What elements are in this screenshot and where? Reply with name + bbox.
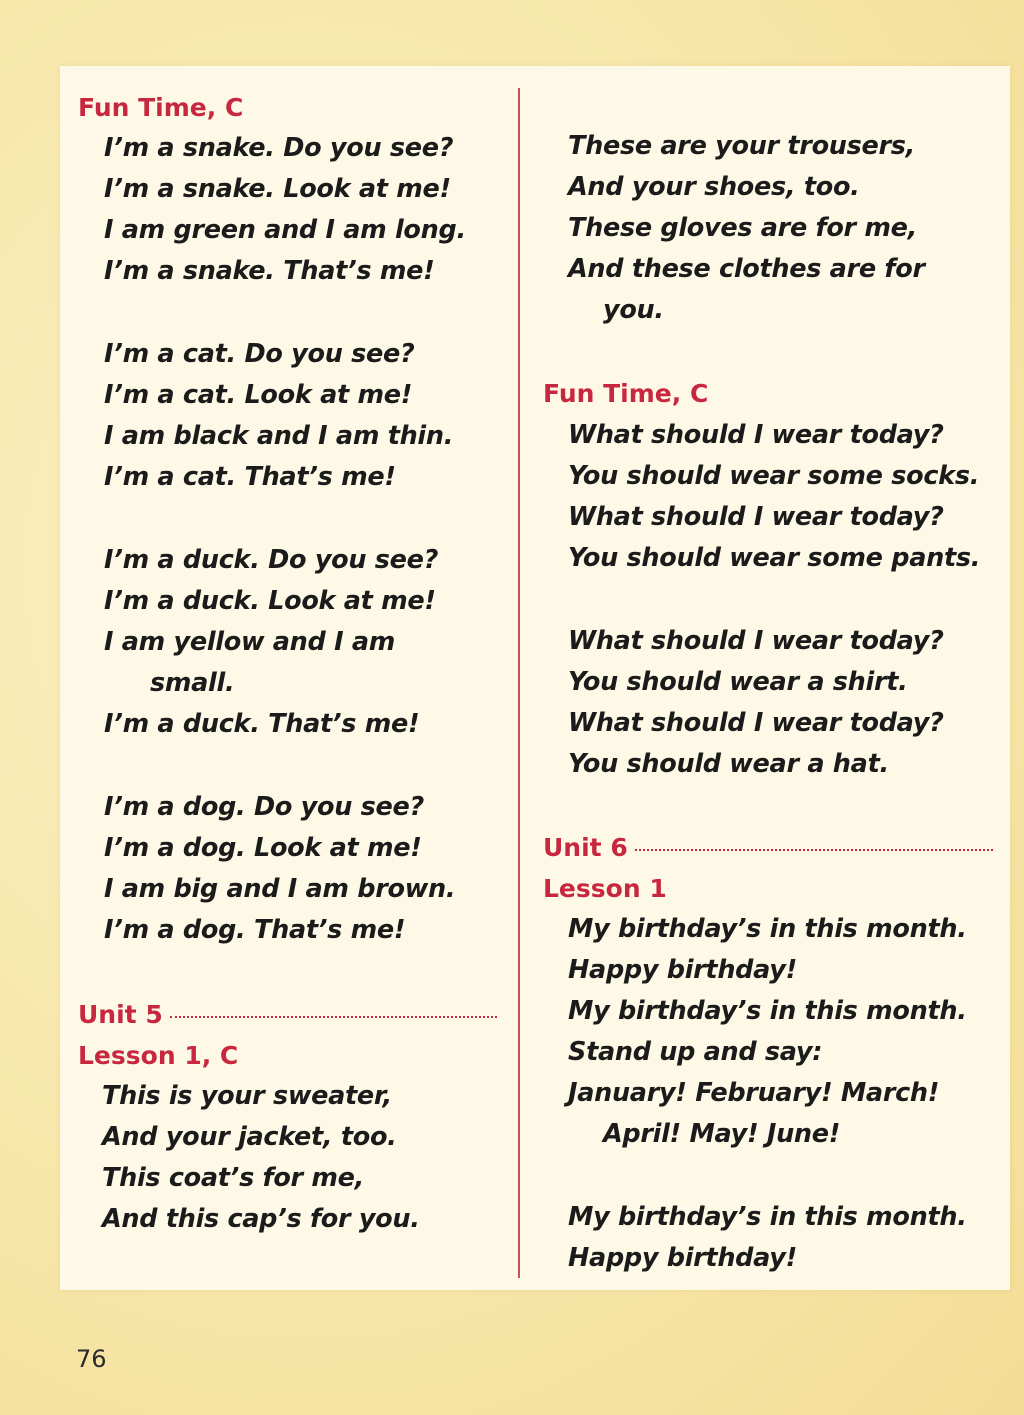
heading-fun-time-right: Fun Time, C — [543, 379, 709, 408]
poem-line: I am yellow and I am — [104, 627, 396, 657]
poem-line: I’m a snake. Look at me! — [104, 174, 451, 204]
poem-line: I’m a cat. That’s me! — [104, 462, 396, 492]
poem-line: you. — [603, 295, 664, 325]
heading-lesson-1: Lesson 1 — [543, 874, 667, 903]
heading-unit-6: Unit 6 — [543, 833, 628, 862]
poem-line: Stand up and say: — [568, 1037, 823, 1067]
poem-line: You should wear some pants. — [568, 543, 981, 573]
poem-line: I’m a dog. That’s me! — [104, 915, 406, 945]
poem-line: My birthday’s in this month. — [568, 914, 967, 944]
poem-line: And your shoes, too. — [568, 172, 860, 202]
poem-line: I am black and I am thin. — [104, 421, 454, 451]
poem-line: This coat’s for me, — [102, 1163, 365, 1193]
poem-line: This is your sweater, — [102, 1081, 392, 1111]
poem-line: I’m a duck. That’s me! — [104, 709, 420, 739]
poem-line: These are your trousers, — [568, 131, 916, 161]
poem-line: What should I wear today? — [568, 708, 944, 738]
poem-line: And these clothes are for — [568, 254, 925, 284]
dotted-rule — [170, 1016, 497, 1018]
poem-line: I am green and I am long. — [104, 215, 466, 245]
poem-line: small. — [150, 668, 235, 698]
page-number: 76 — [76, 1345, 107, 1373]
poem-line: You should wear some socks. — [568, 461, 980, 491]
poem-line: I’m a snake. That’s me! — [104, 256, 435, 286]
poem-line: What should I wear today? — [568, 502, 944, 532]
poem-line: Happy birthday! — [568, 955, 797, 985]
poem-line: These gloves are for me, — [568, 213, 918, 243]
heading-unit-5: Unit 5 — [78, 1000, 163, 1029]
poem-line: You should wear a hat. — [568, 749, 889, 779]
poem-line: And your jacket, too. — [102, 1122, 397, 1152]
dotted-rule — [635, 849, 993, 851]
poem-line: I’m a dog. Look at me! — [104, 833, 422, 863]
poem-line: Happy birthday! — [568, 1243, 797, 1273]
column-divider — [518, 88, 520, 1278]
poem-line: What should I wear today? — [568, 420, 944, 450]
poem-line: I’m a dog. Do you see? — [104, 792, 424, 822]
poem-line: I am big and I am brown. — [104, 874, 456, 904]
heading-fun-time-left: Fun Time, C — [78, 93, 244, 122]
heading-lesson-1c: Lesson 1, C — [78, 1041, 239, 1070]
poem-line: My birthday’s in this month. — [568, 996, 967, 1026]
poem-line: April! May! June! — [603, 1119, 841, 1149]
poem-line: I’m a cat. Do you see? — [104, 339, 415, 369]
poem-line: I’m a snake. Do you see? — [104, 133, 454, 163]
poem-line: I’m a cat. Look at me! — [104, 380, 413, 410]
poem-line: My birthday’s in this month. — [568, 1202, 967, 1232]
poem-line: What should I wear today? — [568, 626, 944, 656]
poem-line: You should wear a shirt. — [568, 667, 908, 697]
poem-line: I’m a duck. Look at me! — [104, 586, 436, 616]
poem-line: I’m a duck. Do you see? — [104, 545, 439, 575]
poem-line: January! February! March! — [568, 1078, 940, 1108]
poem-line: And this cap’s for you. — [102, 1204, 420, 1234]
